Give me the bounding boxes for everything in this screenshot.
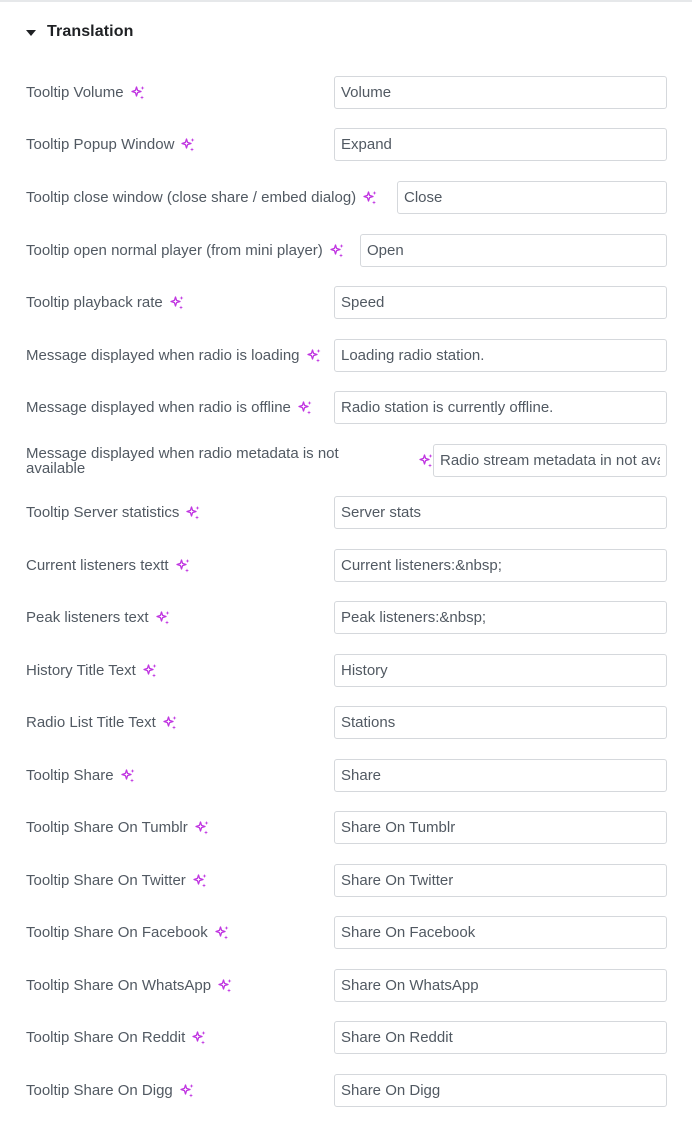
translation-section-toggle[interactable] (26, 20, 133, 44)
field-row-tooltip-open-normal-player-from-mini-player (26, 234, 667, 267)
ai-sparkle-icon[interactable] (174, 557, 192, 575)
field-input-peak-listeners-text[interactable] (334, 601, 667, 634)
field-label-wrap (26, 706, 179, 739)
field-input-radio-list-title-text[interactable] (334, 706, 667, 739)
field-row-tooltip-server-statistics (26, 496, 667, 529)
field-input-tooltip-share-on-tumblr[interactable] (334, 811, 667, 844)
field-row-tooltip-share-on-tumblr (26, 811, 667, 844)
ai-sparkle-icon[interactable] (168, 294, 186, 312)
field-label-wrap (26, 759, 137, 792)
field-label-wrap (26, 811, 211, 844)
field-input-history-title-text[interactable] (334, 654, 667, 687)
field-label: Tooltip playback rate (26, 294, 163, 311)
field-label-wrap (26, 601, 172, 634)
field-label: Message displayed when radio is loading (26, 347, 300, 364)
caret-down-icon (26, 30, 36, 36)
field-label: Tooltip Volume (26, 84, 124, 101)
field-row-radio-list-title-text (26, 706, 667, 739)
ai-sparkle-icon[interactable] (141, 662, 159, 680)
field-label-wrap (26, 339, 323, 372)
field-label-wrap (26, 76, 147, 109)
field-row-peak-listeners-text (26, 601, 667, 634)
field-row-message-displayed-when-radio-is-loading (26, 339, 667, 372)
field-input-tooltip-server-statistics[interactable] (334, 496, 667, 529)
field-label: Tooltip open normal player (from mini player) (26, 242, 323, 259)
field-label: Tooltip Share On WhatsApp (26, 977, 212, 994)
ai-sparkle-icon[interactable] (296, 399, 314, 417)
field-input-message-displayed-when-radio-is-offline[interactable] (334, 391, 667, 424)
field-input-tooltip-share-on-twitter[interactable] (334, 864, 667, 897)
field-label-wrap (26, 969, 234, 1002)
field-label: Tooltip Share On Facebook (26, 924, 208, 941)
field-label-wrap (26, 496, 202, 529)
field-row-tooltip-share-on-whatsapp (26, 969, 667, 1002)
field-input-tooltip-popup-window[interactable] (334, 128, 667, 161)
field-label: Current listeners textt (26, 557, 169, 574)
field-row-tooltip-share-on-facebook (26, 916, 667, 949)
field-row-current-listeners-textt (26, 549, 667, 582)
field-row-tooltip-share (26, 759, 667, 792)
field-input-tooltip-open-normal-player-from-mini-player[interactable] (360, 234, 667, 267)
field-label-wrap (26, 916, 231, 949)
ai-sparkle-icon[interactable] (193, 819, 211, 837)
ai-sparkle-icon[interactable] (161, 714, 179, 732)
field-label: Tooltip Share (26, 767, 114, 784)
field-label-wrap (26, 181, 379, 214)
field-input-tooltip-playback-rate[interactable] (334, 286, 667, 319)
ai-sparkle-icon[interactable] (361, 189, 379, 207)
field-label-wrap (26, 654, 159, 687)
field-label: Message displayed when radio metadata is not available (26, 444, 339, 477)
field-row-tooltip-share-on-reddit (26, 1021, 667, 1054)
field-input-tooltip-share[interactable] (334, 759, 667, 792)
field-label: Message displayed when radio is offline (26, 399, 291, 416)
field-input-message-displayed-when-radio-metadata-is-not-available[interactable] (433, 444, 667, 477)
field-input-tooltip-close-window-close-share-embed-dialog[interactable] (397, 181, 667, 214)
field-label-wrap (26, 128, 197, 161)
field-label: Radio List Title Text (26, 714, 156, 731)
ai-sparkle-icon[interactable] (154, 609, 172, 627)
field-input-message-displayed-when-radio-is-loading[interactable] (334, 339, 667, 372)
field-input-tooltip-share-on-whatsapp[interactable] (334, 969, 667, 1002)
field-row-tooltip-playback-rate (26, 286, 667, 319)
ai-sparkle-icon[interactable] (184, 504, 202, 522)
ai-sparkle-icon[interactable] (190, 1029, 208, 1047)
field-row-tooltip-close-window-close-share-embed-dialog (26, 181, 667, 214)
field-label-wrap (26, 1074, 196, 1107)
ai-sparkle-icon[interactable] (328, 242, 346, 260)
field-input-current-listeners-textt[interactable] (334, 549, 667, 582)
field-row-tooltip-share-on-digg (26, 1074, 667, 1107)
field-label: Tooltip Popup Window (26, 136, 175, 153)
ai-sparkle-icon[interactable] (305, 347, 323, 365)
ai-sparkle-icon[interactable] (216, 977, 234, 995)
ai-sparkle-icon[interactable] (119, 767, 137, 785)
field-row-tooltip-share-on-twitter (26, 864, 667, 897)
field-input-tooltip-share-on-facebook[interactable] (334, 916, 667, 949)
field-label: Tooltip Share On Tumblr (26, 819, 188, 836)
field-label: Tooltip close window (close share / embed dialog) (26, 189, 357, 206)
panel-top-border (0, 0, 692, 2)
section-title: Translation (47, 23, 134, 40)
field-row-tooltip-volume (26, 76, 667, 109)
field-label: Tooltip Share On Digg (26, 1082, 173, 1099)
field-label-wrap (26, 391, 314, 424)
field-row-message-displayed-when-radio-is-offline (26, 391, 667, 424)
ai-sparkle-icon[interactable] (213, 924, 231, 942)
field-label: History Title Text (26, 662, 136, 679)
field-label-wrap (26, 549, 192, 582)
ai-sparkle-icon[interactable] (129, 84, 147, 102)
ai-sparkle-icon[interactable] (178, 1082, 196, 1100)
field-row-tooltip-popup-window (26, 128, 667, 161)
ai-sparkle-icon[interactable] (191, 872, 209, 890)
field-label: Peak listeners text (26, 609, 149, 626)
ai-sparkle-icon[interactable] (179, 136, 197, 154)
field-input-tooltip-volume[interactable] (334, 76, 667, 109)
field-label-wrap (26, 444, 435, 477)
field-label-wrap (26, 286, 186, 319)
field-label-wrap (26, 234, 346, 267)
field-row-message-displayed-when-radio-metadata-is-not-available (26, 444, 667, 477)
field-input-tooltip-share-on-reddit[interactable] (334, 1021, 667, 1054)
field-label-wrap (26, 864, 209, 897)
field-input-tooltip-share-on-digg[interactable] (334, 1074, 667, 1107)
field-label: Tooltip Share On Twitter (26, 872, 186, 889)
field-label-wrap (26, 1021, 208, 1054)
field-label: Tooltip Share On Reddit (26, 1029, 186, 1046)
field-row-history-title-text (26, 654, 667, 687)
field-label: Tooltip Server statistics (26, 504, 180, 521)
